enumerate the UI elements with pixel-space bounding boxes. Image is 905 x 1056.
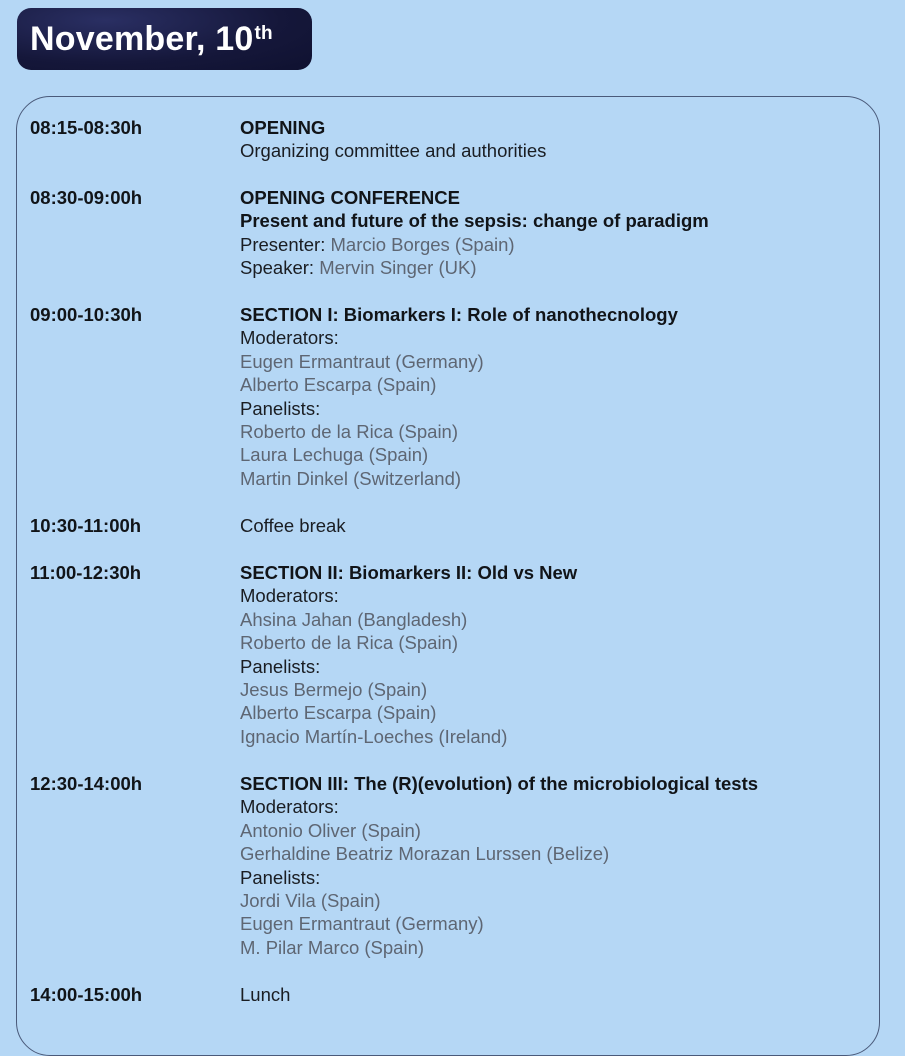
presenter-label: Presenter: (240, 233, 331, 255)
panelist-name: Eugen Ermantraut (Germany) (240, 913, 484, 935)
presenter-name: Marcio Borges (Spain) (330, 233, 515, 255)
session-subtitle: Organizing committee and authorities (240, 140, 547, 162)
panelist-name: Jesus Bermejo (Spain) (240, 679, 428, 701)
moderator-name: Ahsina Jahan (Bangladesh) (240, 608, 468, 630)
speaker-name: Mervin Singer (UK) (319, 257, 477, 279)
moderator-name: Alberto Escarpa (Spain) (240, 374, 437, 396)
session-title: SECTION II: Biomarkers II: Old vs New (240, 562, 578, 583)
panelists-label: Panelists: (240, 397, 321, 419)
moderators-label: Moderators: (240, 796, 339, 818)
session-time: 12:30-14:00h (30, 773, 143, 794)
day-suffix: th (254, 23, 273, 44)
day-title: November, 10 (30, 19, 254, 58)
session-time: 08:15-08:30h (30, 117, 143, 138)
session-title: Coffee break (240, 515, 346, 536)
panelist-name: Laura Lechuga (Spain) (240, 444, 429, 466)
speaker-label: Speaker: (240, 257, 320, 279)
session-title: OPENING CONFERENCE (240, 187, 460, 208)
day-badge (17, 8, 312, 70)
session-time: 14:00-15:00h (30, 984, 143, 1005)
session-time: 09:00-10:30h (30, 304, 143, 325)
session-title: SECTION III: The (R)(evolution) of the microbiological tests (240, 773, 759, 794)
session-title: SECTION I: Biomarkers I: Role of nanothecnology (240, 304, 678, 325)
session-content (240, 514, 880, 537)
moderators-label: Moderators: (240, 585, 339, 607)
moderator-name: Roberto de la Rica (Spain) (240, 632, 458, 654)
panelist-name: Ignacio Martín-Loeches (Ireland) (240, 725, 508, 747)
moderators-label: Moderators: (240, 327, 339, 349)
panelists-label: Panelists: (240, 655, 321, 677)
panelist-name: M. Pilar Marco (Spain) (240, 936, 425, 958)
moderator-name: Gerhaldine Beatriz Morazan Lurssen (Belize) (240, 843, 610, 865)
panelists-label: Panelists: (240, 866, 321, 888)
session-time: 08:30-09:00h (30, 187, 143, 208)
session-content (240, 772, 880, 959)
session-title: OPENING (240, 117, 326, 138)
session-content (240, 983, 880, 1006)
session-content (240, 561, 880, 748)
panelist-name: Jordi Vila (Spain) (240, 890, 381, 912)
moderator-name: Antonio Oliver (Spain) (240, 819, 421, 841)
session-content (240, 303, 880, 490)
session-time: 11:00-12:30h (30, 562, 142, 583)
presenter-line (240, 233, 880, 256)
session-title: Lunch (240, 984, 291, 1005)
panelist-name: Martin Dinkel (Switzerland) (240, 467, 462, 489)
panelist-name: Roberto de la Rica (Spain) (240, 421, 458, 443)
panelist-name: Alberto Escarpa (Spain) (240, 702, 437, 724)
session-subtitle: Present and future of the sepsis: change of paradigm (240, 210, 709, 232)
session-content (240, 116, 880, 163)
moderator-name: Eugen Ermantraut (Germany) (240, 350, 484, 372)
session-time: 10:30-11:00h (30, 515, 142, 536)
speaker-line (240, 256, 880, 279)
session-content (240, 186, 880, 280)
